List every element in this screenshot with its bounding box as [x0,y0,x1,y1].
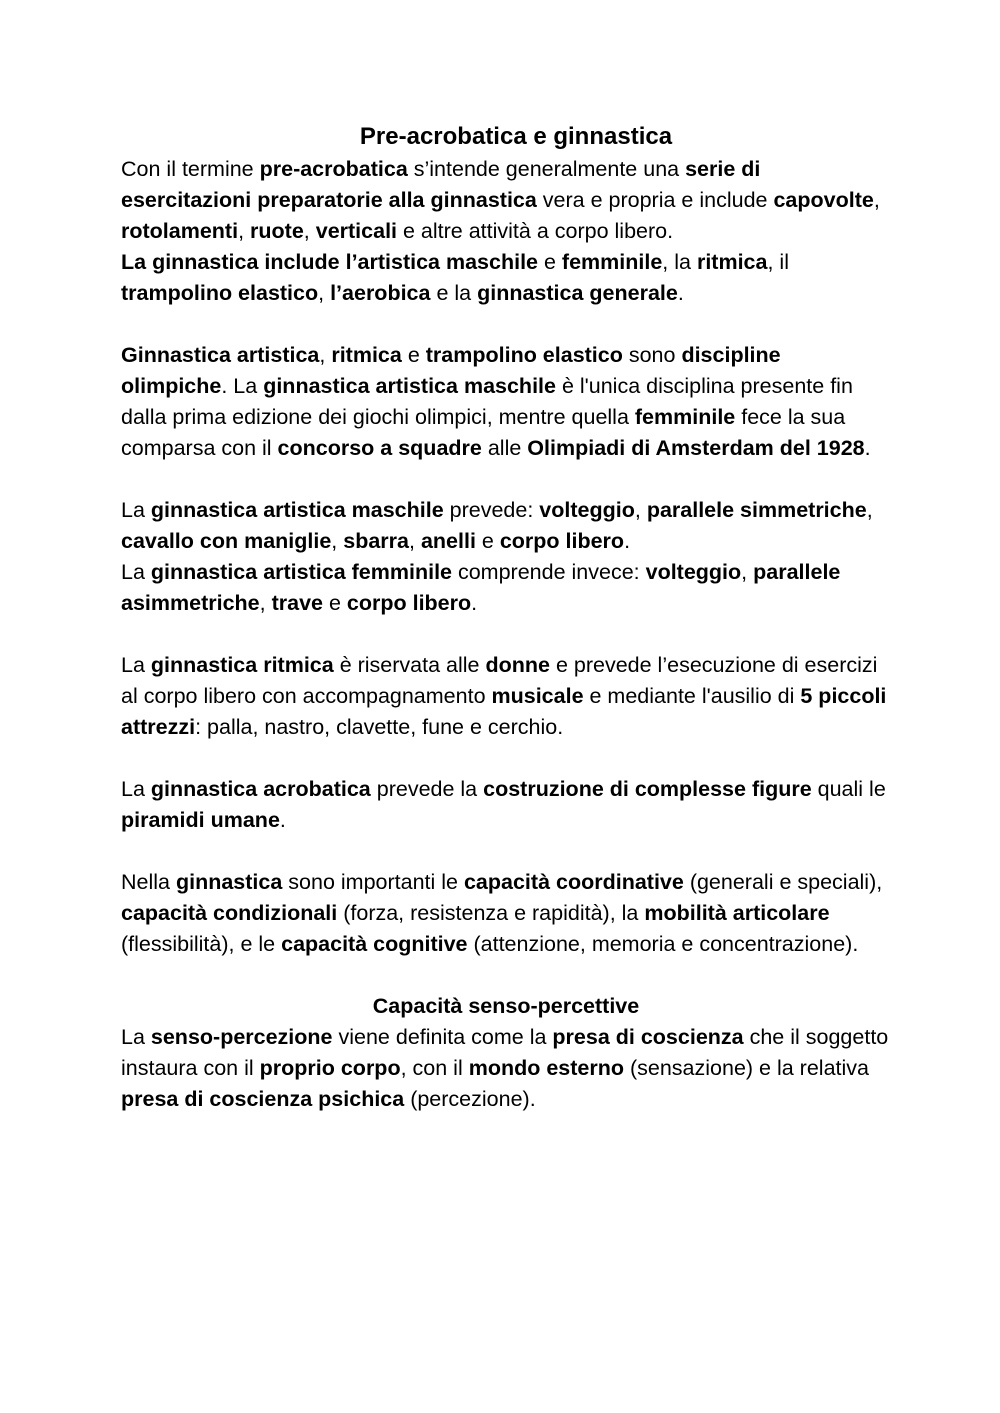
bold-text-run: volteggio [645,560,742,584]
bold-text-run: trave [271,591,323,615]
text-run: , con il [400,1056,469,1080]
document-title: Pre-acrobatica e ginnastica [359,123,673,150]
bold-text-run: donne [485,653,550,677]
text-run: La [121,560,151,584]
text-run: . [471,591,478,615]
text-run: e [475,529,500,553]
text-run: La [121,1025,151,1049]
bold-text-run: piramidi umane [121,808,280,832]
bold-text-run: 5 piccoli attrezzi [121,684,887,739]
paragraph-gap [121,960,891,991]
bold-text-run: anelli [420,529,476,553]
bold-text-run: parallele simmetriche [646,498,867,522]
text-run: , [741,560,754,584]
bold-text-run: parallele asimmetriche [121,560,841,615]
text-run: e la [430,281,478,305]
bold-text-run: senso-percezione [150,1025,333,1049]
bold-text-run: volteggio [539,498,635,522]
bold-text-run: ginnastica artistica femminile [150,560,452,584]
text-run: La [121,498,151,522]
bold-text-run: ginnastica artistica maschile [150,498,444,522]
text-run: , [331,529,344,553]
bold-text-run: sbarra [343,529,409,553]
bold-text-run: presa di coscienza [552,1025,744,1049]
bold-text-run: corpo libero [499,529,625,553]
bold-text-run: Ginnastica artistica [121,343,320,367]
text-run: e [401,343,426,367]
text-run: . [677,281,684,305]
text-run: (percezione). [404,1087,536,1111]
text-run: e [323,591,347,615]
text-run: . [624,529,631,553]
bold-text-run: concorso a squadre [277,436,482,460]
paragraph-gap [121,743,891,774]
bold-text-run: ginnastica generale [477,281,678,305]
bold-text-run: capacità condizionali [121,901,338,925]
paragraph-capacities [121,867,891,960]
text-run: comprende invece: [452,560,646,584]
text-run: La [121,653,151,677]
bold-text-run: ginnastica acrobatica [150,777,371,801]
text-run: prevede: [443,498,540,522]
text-run: (forza, resistenza e rapidità), la [337,901,645,925]
text-run: che il soggetto instaura con il [121,1025,889,1080]
text-run: alle [481,436,528,460]
bold-text-run: Olimpiadi di Amsterdam del 1928 [527,436,865,460]
text-run: vera e propria e include [536,188,774,212]
text-run: quali le [811,777,886,801]
text-run: , [409,529,421,553]
text-run: e prevede l’esecuzione di esercizi al corpo libero con accompagnamento [121,653,878,708]
paragraph-gap [121,309,891,340]
bold-text-run: presa di coscienza psichica [121,1087,405,1111]
paragraph-acrobatic [121,774,891,836]
bold-text-run: La ginnastica include l’artistica maschile [121,250,539,274]
bold-text-run: costruzione di complesse figure [483,777,812,801]
paragraph-sense-perception [121,1022,891,1115]
text-run: , [238,219,251,243]
text-run: . [864,436,871,460]
bold-text-run: serie di esercitazioni preparatorie alla ginnastica [121,157,761,212]
bold-text-run: mondo esterno [468,1056,624,1080]
bold-text-run: femminile [634,405,736,429]
paragraph-olympic-disciplines [121,340,891,464]
text-run: Con il termine [121,157,260,181]
bold-text-run: ginnastica ritmica [150,653,334,677]
text-run: , [259,591,272,615]
text-run: viene definita come la [332,1025,553,1049]
text-run: prevede la [370,777,484,801]
text-run: fece la sua comparsa con il [121,405,846,460]
text-run: , [634,498,647,522]
text-run: . [279,808,286,832]
bold-text-run: proprio corpo [259,1056,401,1080]
text-run: sono importanti le [282,870,464,894]
paragraph-rhythmic [121,650,891,743]
bold-text-run: verticali [315,219,398,243]
bold-text-run: mobilità articolare [644,901,830,925]
bold-text-run: femminile [561,250,663,274]
text-run: , [866,498,873,522]
text-run: (flessibilità), e le [121,932,282,956]
bold-text-run: capacità coordinative [463,870,684,894]
bold-text-run: capovolte [773,188,874,212]
text-run: , [873,188,880,212]
bold-text-run: capacità cognitive [281,932,468,956]
text-run: , [319,343,332,367]
bold-text-run: l’aerobica [330,281,431,305]
section-subtitle: Capacità senso-percettive [372,994,640,1018]
paragraph-gap [121,464,891,495]
paragraph-gap [121,619,891,650]
paragraph-intro [121,154,891,309]
bold-text-run: discipline olimpiche [121,343,781,398]
bold-text-run: ritmica [331,343,402,367]
bold-text-run: corpo libero [346,591,472,615]
text-run: e mediante l'ausilio di [583,684,801,708]
paragraph-gap [121,836,891,867]
text-run: Nella [121,870,176,894]
bold-text-run: trampolino elastico [121,281,319,305]
bold-text-run: trampolino elastico [425,343,623,367]
bold-text-run: cavallo con maniglie [121,529,332,553]
text-run: , il [767,250,789,274]
text-run: , la [662,250,697,274]
text-run: e [538,250,562,274]
text-run: è riservata alle [333,653,486,677]
text-run: e altre attività a corpo libero. [397,219,674,243]
text-run: : palla, nastro, clavette, fune e cerchio. [195,715,564,739]
text-run: è l'unica disciplina presente fin dalla prima edizione dei giochi olimpici, mentre quella [121,374,853,429]
text-run: sono [622,343,682,367]
paragraph-apparatus [121,495,891,619]
bold-text-run: ruote [250,219,304,243]
document-page [121,120,891,1115]
text-run: La [121,777,151,801]
bold-text-run: ginnastica [175,870,283,894]
text-run: s’intende generalmente una [407,157,686,181]
text-run: , [318,281,331,305]
text-run: (sensazione) e la relativa [624,1056,869,1080]
text-run: (generali e speciali), [683,870,883,894]
bold-text-run: ginnastica artistica maschile [263,374,556,398]
text-run: . La [221,374,264,398]
bold-text-run: pre-acrobatica [259,157,408,181]
text-run: , [303,219,316,243]
bold-text-run: musicale [491,684,584,708]
bold-text-run: ritmica [696,250,768,274]
bold-text-run: rotolamenti [121,219,239,243]
text-run: (attenzione, memoria e concentrazione). [467,932,859,956]
